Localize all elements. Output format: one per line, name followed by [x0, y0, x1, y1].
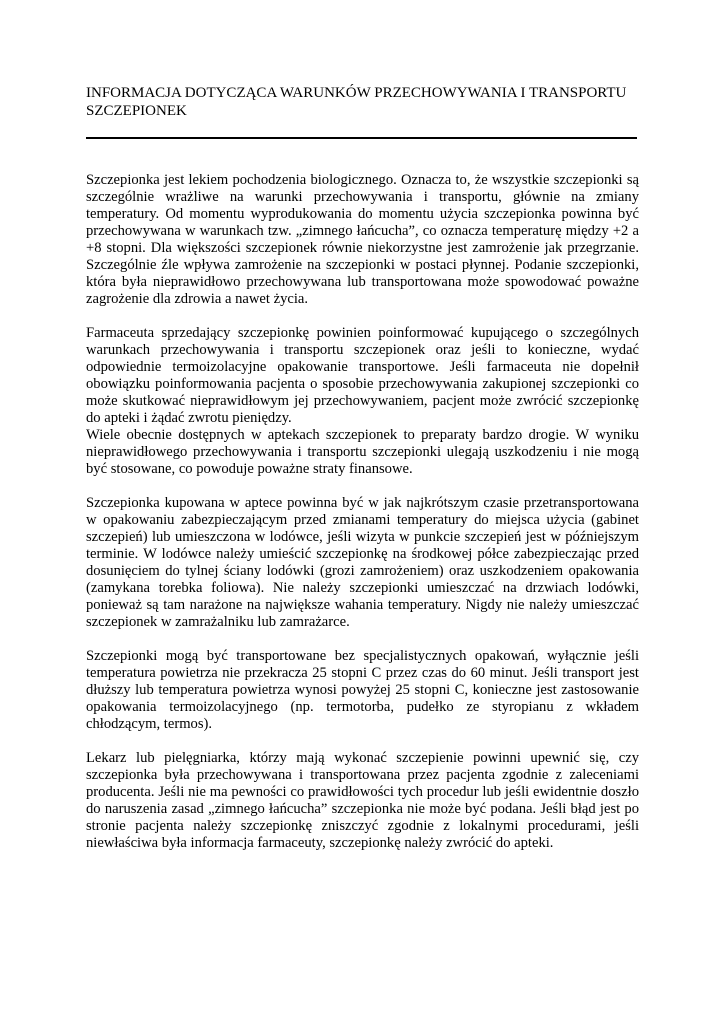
paragraph-transport: Szczepionki mogą być transportowane bez specjalistycznych opakowań, wyłącznie jeśli temperatura powietrza nie przekracza 25 stopni C przez czas do 60 minut. Jeśli transport jest dłuższy lub temperatura powietrza wynosi powyżej 25 stopni C, konieczne jest zastosowanie opakowania termoizolacyjnego (np. termotorba, pudełko ze styropianu z wkładem chłodzącym, termos).: [86, 648, 639, 732]
paragraph-fridge-storage: Szczepionka kupowana w aptece powinna być w jak najkrótszym czasie przetransportowana w opakowaniu zabezpieczającym przed zmianami temperatury do miejsca użycia (gabinet szczepień) lub umieszczona w lodówce, jeśli wizyta w punkcie szczepień jest w późniejszym terminie. W lodówce należy umieścić szczepionkę na środkowej półce zabezpieczając przed dosunięciem do tylnej ściany lodówki (grozi zamrożeniem) oraz uszkodzeniem opakowania (zamykana torebka foliowa). Nie należy szczepionki umieszczać na drzwiach lodówki, ponieważ są tam narażone na największe wahania temperatury. Nigdy nie należy umieszczać szczepionek w zamrażalniku lub zamrażarce.: [86, 495, 639, 630]
paragraph-storage-intro: Szczepionka jest lekiem pochodzenia biologicznego. Oznacza to, że wszystkie szczepionki są szczególnie wrażliwe na warunki przechowywania i transportu, głównie na zmiany temperatury. Od momentu wyprodukowania do momentu użycia szczepionka powinna być przechowywana w warunkach tzw. „zimnego łańcucha”, co oznacza temperaturę między +2 a +8 stopni. Dla większości szczepionek równie niekorzystne jest zamrożenie jak przegrzanie. Szczególnie źle wpływa zamrożenie na szczepionki w postaci płynnej. Podanie szczepionki, która była nieprawidłowo przechowywana lub transportowana może spowodować poważne zagrożenie dla zdrowia a nawet życia.: [86, 172, 639, 307]
title-divider: [86, 137, 637, 139]
paragraph-medical-staff: Lekarz lub pielęgniarka, którzy mają wykonać szczepienie powinni upewnić się, czy szczepionka była przechowywana i transportowana przez pacjenta zgodnie z zaleceniami producenta. Jeśli nie ma pewności co prawidłowości tych procedur lub jeśli ewidentnie doszło do naruszenia zasad „zimnego łańcucha” szczepionka nie może być podana. Jeśli błąd jest po stronie pacjenta należy szczepionkę zniszczyć zgodnie z lokalnymi procedurami, jeśli niewłaściwa była informacja farmaceuty, szczepionkę należy zwrócić do apteki.: [86, 750, 639, 851]
paragraph-costs: Wiele obecnie dostępnych w aptekach szczepionek to preparaty bardzo drogie. W wyniku nieprawidłowego przechowywania i transportu szczepionki ulegają uszkodzeniu i nie mogą być stosowane, co powoduje poważne straty finansowe.: [86, 427, 639, 477]
paragraph-pharmacist-duty: Farmaceuta sprzedający szczepionkę powinien poinformować kupującego o szczególnych warunkach przechowywania i transportu szczepionek oraz jeśli to konieczne, wydać odpowiednie termoizolacyjne opakowanie transportowe. Jeśli farmaceuta nie dopełnił obowiązku poinformowania pacjenta o sposobie przechowywania zakupionej szczepionki co może skutkować nieprawidłowym jej przechowywaniem, pacjent może zwrócić szczepionkę do apteki i żądać zwrotu pieniędzy.: [86, 325, 639, 426]
document-title-line-2: SZCZEPIONEK: [86, 103, 187, 119]
document-title-line-1: INFORMACJA DOTYCZĄCA WARUNKÓW PRZECHOWYWANIA I TRANSPORTU: [86, 85, 627, 101]
document-title: [86, 84, 646, 120]
document-body: [86, 172, 639, 852]
